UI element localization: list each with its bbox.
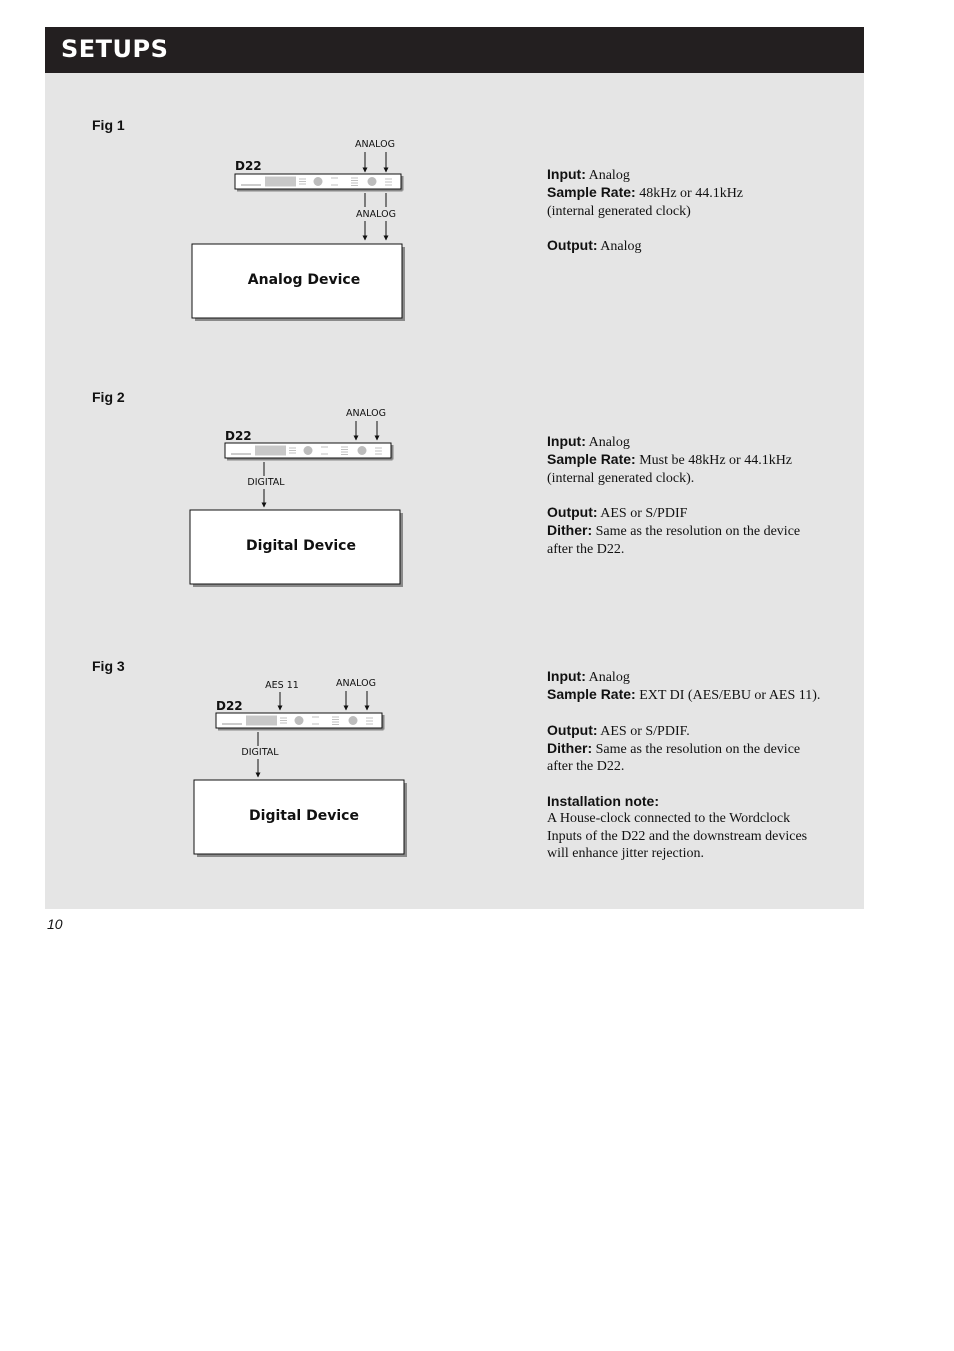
fig-1-device-label: D22 — [235, 159, 262, 173]
dither-note: after the D22. — [547, 759, 625, 775]
fig-3-target-device-label: Digital Device — [249, 808, 359, 824]
page-number: 10 — [47, 916, 63, 932]
page-title: SETUPS — [61, 35, 169, 63]
output-value: AES or S/PDIF. — [597, 723, 690, 739]
fig-1-d22-unit — [235, 174, 403, 191]
installation-note-line: A House-clock connected to the Wordclock — [547, 811, 791, 827]
input-value: Analog — [585, 168, 630, 183]
fig-2-target-device-label: Digital Device — [246, 538, 356, 554]
sample-rate-note: (internal generated clock). — [547, 470, 695, 486]
output-value: AES or S/PDIF — [597, 506, 688, 522]
fig-1-label: Fig 1 — [92, 117, 125, 133]
input-term: Input: — [547, 166, 586, 182]
fig-1-output-label: ANALOG — [356, 209, 396, 220]
fig-2-description — [547, 433, 847, 558]
output-term: Output: — [547, 237, 598, 254]
sample-rate-term: Sample Rate: — [547, 184, 636, 201]
input-term: Input: — [547, 433, 586, 449]
installation-note-line: will enhance jitter rejection. — [547, 845, 705, 861]
fig-1-input-label: ANALOG — [355, 139, 395, 150]
dither-term: Dither: — [547, 522, 593, 539]
dither-term: Dither: — [547, 740, 593, 757]
fig-3-sync-label: AES 11 — [265, 680, 299, 691]
input-value: Analog — [585, 435, 630, 450]
fig-1-target-device-label: Analog Device — [247, 272, 361, 288]
input-term: Input: — [547, 668, 586, 684]
fig-2-d22-unit — [225, 443, 393, 460]
fig-2-label: Fig 2 — [92, 389, 125, 405]
input-value: Analog — [585, 670, 630, 685]
fig-3-input-label: ANALOG — [336, 678, 376, 689]
fig-2-input-label: ANALOG — [346, 408, 386, 419]
fig-3-device-label: D22 — [216, 699, 243, 713]
sample-rate-value: 48kHz or 44.1kHz — [635, 186, 744, 202]
dither-value: Same as the resolution on the device — [592, 524, 801, 540]
installation-note-line: Inputs of the D22 and the downstream devices — [547, 828, 808, 844]
output-term: Output: — [547, 721, 598, 738]
sample-rate-term: Sample Rate: — [547, 451, 636, 468]
installation-note-heading: Installation note: — [547, 793, 659, 810]
sample-rate-note: (internal generated clock) — [547, 203, 691, 219]
sample-rate-value: Must be 48kHz or 44.1kHz — [635, 453, 793, 469]
dither-note: after the D22. — [547, 541, 625, 557]
fig-2-output-label: DIGITAL — [247, 477, 285, 488]
fig-3-label: Fig 3 — [92, 658, 125, 674]
output-value: Analog — [597, 239, 642, 255]
fig-3-output-label: DIGITAL — [241, 747, 279, 758]
fig-2-device-label: D22 — [225, 429, 252, 443]
sample-rate-term: Sample Rate: — [547, 686, 636, 703]
fig-3-d22-unit — [216, 713, 384, 730]
dither-value: Same as the resolution on the device — [592, 742, 801, 758]
output-term: Output: — [547, 504, 598, 521]
fig-3-description — [547, 668, 847, 862]
fig-1-description — [547, 166, 847, 255]
sample-rate-value: EXT DI (AES/EBU or AES 11). — [635, 688, 821, 704]
